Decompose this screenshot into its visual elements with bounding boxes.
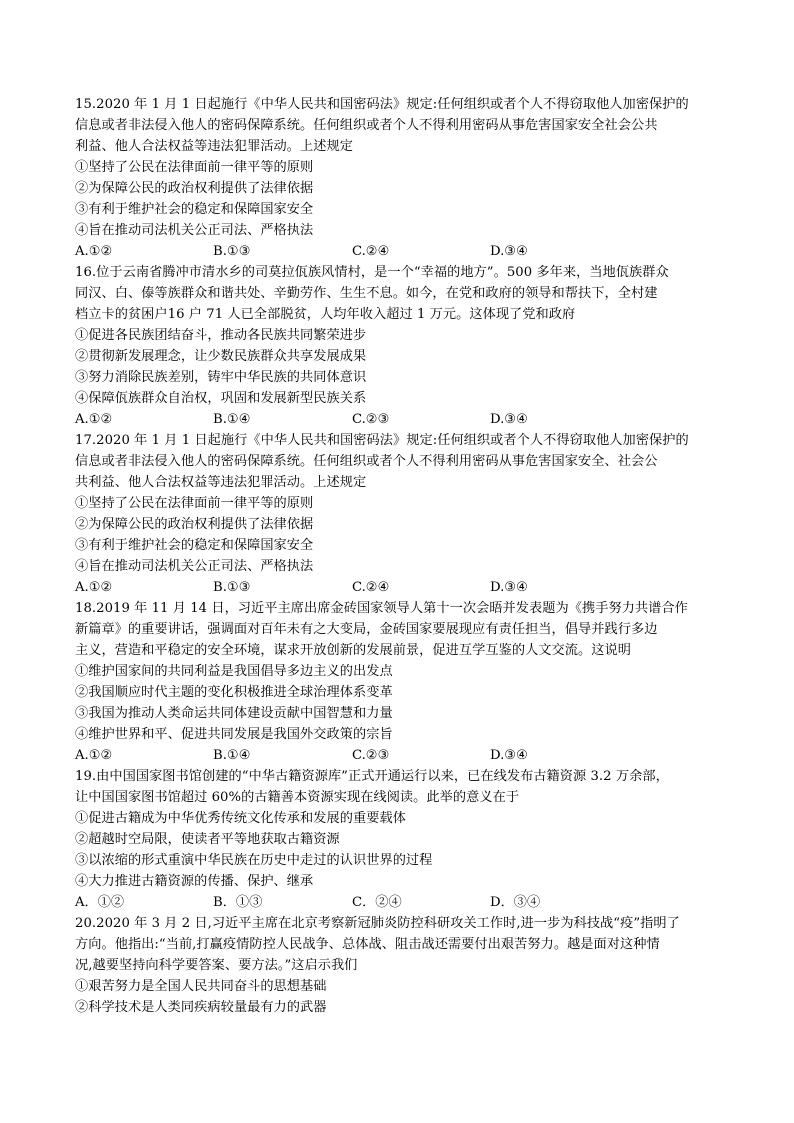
option-statement: ①促进古籍成为中华优秀传统文化传承和发展的重要载体	[75, 811, 406, 826]
choice-a: A．①②	[75, 895, 125, 910]
answer-choices	[75, 577, 725, 598]
answer-choices	[75, 892, 725, 913]
question-stem-line: 18.2019 年 11 月 14 日，习近平主席出席金砖国家领导人第十一次会晤并发表题为《携手努力共谱合作	[75, 601, 688, 616]
question-stem-line: 档立卡的贫困户16 户 71 人已全部脱贫，人均年收入超过 1 万元。这体现了党和政府	[75, 307, 576, 322]
option-statement: ①艰苦努力是全国人民共同奋斗的思想基础	[75, 979, 327, 994]
option-statement: ④大力推进古籍资源的传播、保护、继承	[75, 874, 314, 889]
choice-d: D．③④	[490, 895, 541, 910]
question-stem-line: 方向。他指出:“当前,打赢疫情防控人民战争、总体战、阻击战还需要付出艰苦努力。越是面对这种情	[75, 937, 660, 952]
answer-choices	[75, 745, 725, 766]
question-15	[75, 94, 725, 262]
choice-c: C.②③	[352, 412, 390, 427]
question-20	[75, 913, 725, 1018]
option-statement: ①维护国家间的共同利益是我国倡导多边主义的出发点	[75, 664, 393, 679]
choice-a: A.①②	[75, 580, 113, 595]
choice-a: A.①②	[75, 244, 113, 259]
question-stem-line: 信息或者非法侵入他人的密码保障系统。任何组织或者个人不得利用密码从事危害国家安全、社会公	[75, 454, 658, 469]
question-stem-line: 主义，营造和平稳定的安全环境，谋求开放创新的发展前景，促进互学互鉴的人文交流。这说明	[75, 643, 631, 658]
question-stem-line: 新篇章》的重要讲话，强调面对百年未有之大变局，金砖国家要展现应有责任担当，倡导并践行多边	[75, 622, 658, 637]
question-stem-line: 同汉、白、傣等族群众和谐共处、辛勤劳作、生生不息。如今，在党和政府的领导和帮扶下，全村建	[75, 286, 658, 301]
option-statement: ③有利于维护社会的稳定和保障国家安全	[75, 202, 314, 217]
choice-c: C.②③	[352, 748, 390, 763]
option-statement: ②贯彻新发展理念，让少数民族群众共享发展成果	[75, 349, 367, 364]
question-stem-line: 17.2020 年 1 月 1 日起施行《中华人民共和国密码法》规定:任何组织或者个人不得窃取他人加密保护的	[75, 433, 689, 448]
option-statement: ④旨在推动司法机关公正司法、严格执法	[75, 559, 314, 574]
option-statement: ①坚持了公民在法律面前一律平等的原则	[75, 496, 314, 511]
question-stem-line: 共利益、他人合法权益等违法犯罪活动。上述规定	[75, 475, 367, 490]
question-16	[75, 262, 725, 430]
answer-choices	[75, 241, 725, 262]
question-19	[75, 766, 725, 913]
question-17	[75, 430, 725, 598]
option-statement: ②科学技术是人类同疾病较量最有力的武器	[75, 1000, 327, 1015]
choice-d: D.③④	[490, 244, 528, 259]
choice-b: B.①③	[213, 244, 251, 259]
option-statement: ④旨在推动司法机关公正司法、严格执法	[75, 223, 314, 238]
choice-c: C．②④	[352, 895, 402, 910]
choice-c: C.②④	[352, 580, 390, 595]
option-statement: ②超越时空局限，使读者平等地获取古籍资源	[75, 832, 340, 847]
question-stem-line: 让中国国家图书馆超过 60%的古籍善本资源实现在线阅读。此举的意义在于	[75, 790, 520, 805]
choice-c: C.②④	[352, 244, 390, 259]
option-statement: ③以浓缩的形式重演中华民族在历史中走过的认识世界的过程	[75, 853, 433, 868]
option-statement: ④维护世界和平、促进共同发展是我国外交政策的宗旨	[75, 727, 393, 742]
choice-b: B.①④	[213, 412, 251, 427]
question-18	[75, 598, 725, 766]
exam-page	[75, 94, 725, 1018]
option-statement: ③我国为推动人类命运共同体建设贡献中国智慧和力量	[75, 706, 393, 721]
option-statement: ③有利于维护社会的稳定和保障国家安全	[75, 538, 314, 553]
option-statement: ②我国顺应时代主题的变化积极推进全球治理体系变革	[75, 685, 393, 700]
question-stem-line: 信息或者非法侵入他人的密码保障系统。任何组织或者个人不得利用密码从事危害国家安全社会公共	[75, 118, 658, 133]
answer-choices	[75, 409, 725, 430]
choice-d: D.③④	[490, 748, 528, 763]
option-statement: ①促进各民族团结奋斗，推动各民族共同繁荣进步	[75, 328, 367, 343]
choice-a: A.①②	[75, 748, 113, 763]
choice-b: B．①③	[213, 895, 263, 910]
option-statement: ①坚持了公民在法律面前一律平等的原则	[75, 160, 314, 175]
choice-a: A.①②	[75, 412, 113, 427]
question-stem-line: 20.2020 年 3 月 2 日,习近平主席在北京考察新冠肺炎防控科研攻关工作时,进一步为科技战“疫”指明了	[75, 916, 680, 931]
question-stem-line: 15.2020 年 1 月 1 日起施行《中华人民共和国密码法》规定:任何组织或者个人不得窃取他人加密保护的	[75, 97, 689, 112]
option-statement: ④保障佤族群众自治权，巩固和发展新型民族关系	[75, 391, 367, 406]
option-statement: ②为保障公民的政治权利提供了法律依据	[75, 517, 314, 532]
choice-d: D.③④	[490, 412, 528, 427]
question-stem-line: 况,越要坚持向科学要答案、要方法。”这启示我们	[75, 958, 358, 973]
choice-b: B.①④	[213, 748, 251, 763]
question-stem-line: 19.由中国国家图书馆创建的“中华古籍资源库”正式开通运行以来，已在线发布古籍资源 3.2 万余部，	[75, 769, 669, 784]
option-statement: ③努力消除民族差别，铸牢中华民族的共同体意识	[75, 370, 367, 385]
choice-b: B.①③	[213, 580, 251, 595]
option-statement: ②为保障公民的政治权利提供了法律依据	[75, 181, 314, 196]
choice-d: D.③④	[490, 580, 528, 595]
question-stem-line: 16.位于云南省腾冲市清水乡的司莫拉佤族风情村，是一个“幸福的地方”。500 多年来，当地佤族群众	[75, 265, 669, 280]
question-stem-line: 利益、他人合法权益等违法犯罪活动。上述规定	[75, 139, 353, 154]
